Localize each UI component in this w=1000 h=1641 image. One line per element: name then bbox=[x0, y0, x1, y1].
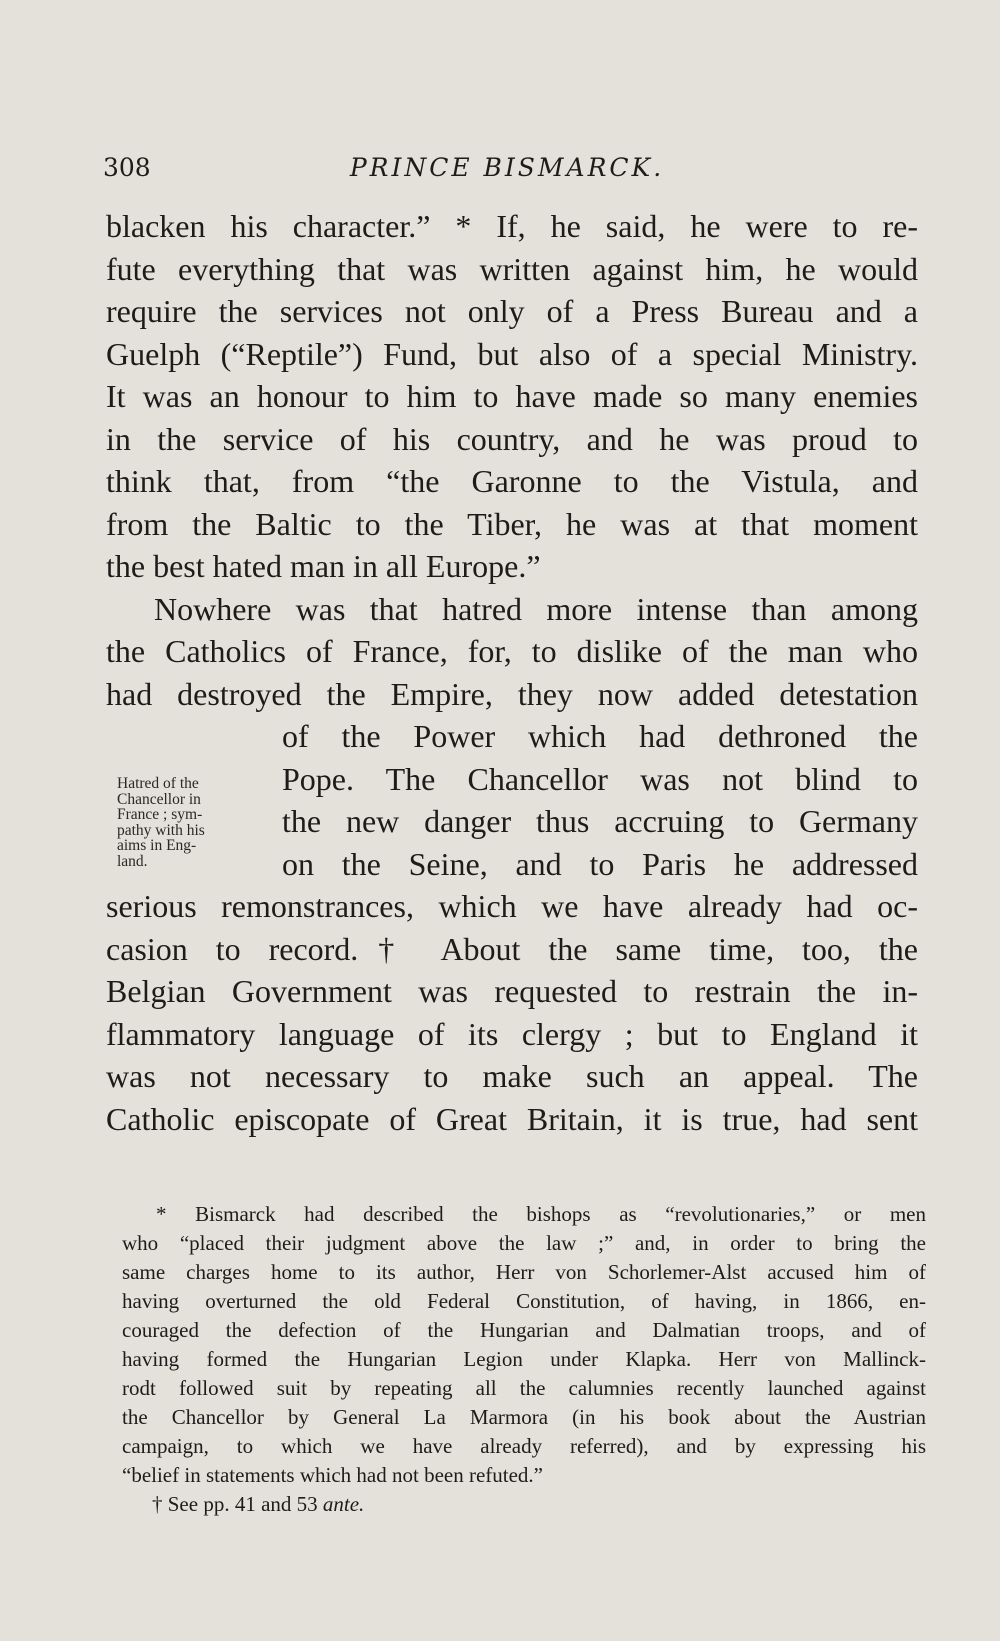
body-line: Pope. The Chancellor was not blind to bbox=[282, 760, 918, 797]
running-title: PRINCE BISMARCK. bbox=[349, 153, 665, 182]
body-line: Guelph (“Reptile”) Fund, but also of a special Ministry. bbox=[106, 335, 918, 372]
body-line: Nowhere was that hatred more intense than among bbox=[154, 590, 918, 627]
body-line: It was an honour to him to have made so many enemies bbox=[106, 378, 918, 414]
page-header bbox=[103, 153, 911, 193]
body-line: in the service of his country, and he was proud to bbox=[106, 420, 918, 457]
body-line: on the Seine, and to Paris he addressed bbox=[282, 845, 918, 882]
marginal-note-line: Hatred of the bbox=[117, 775, 199, 792]
body-line: serious remonstrances, which we have already had oc- bbox=[106, 888, 918, 924]
body-line: Catholic episcopate of Great Britain, it is true, had sent bbox=[106, 1100, 918, 1137]
marginal-note-line: Chancellor in bbox=[117, 790, 201, 808]
body-line: require the services not only of a Press Bureau and a bbox=[106, 293, 918, 329]
footnote-dagger-italic: ante. bbox=[322, 1492, 365, 1516]
body-line: from the Baltic to the Tiber, he was at that moment bbox=[106, 505, 918, 542]
body-line: Belgian Government was requested to restrain the in- bbox=[106, 973, 918, 1009]
marginal-note-line: land. bbox=[117, 852, 148, 870]
body-line: flammatory language of its clergy ; but to England it bbox=[106, 1015, 918, 1052]
footnote-line: rodt followed suit by repeating all the calumnies recently launched against bbox=[122, 1376, 926, 1400]
marginal-note bbox=[117, 776, 257, 869]
body-text bbox=[106, 205, 918, 1140]
marginal-note-line: pathy with his bbox=[117, 821, 205, 839]
footnote-line: * Bismarck had described the bishops as “revolutionaries,” or men bbox=[156, 1202, 926, 1226]
body-line: blacken his character.” * If, he said, he were to re- bbox=[106, 208, 918, 244]
footnote-line: same charges home to its author, Herr von Schorlemer-Alst accused him of bbox=[122, 1260, 926, 1284]
body-line: casion to record.† About the same time, too, the bbox=[106, 930, 918, 967]
footnote-line: having formed the Hungarian Legion under Klapka. Herr von Mallinck- bbox=[122, 1347, 926, 1371]
footnote-line: couraged the defection of the Hungarian and Dalmatian troops, and of bbox=[122, 1318, 926, 1342]
footnote-line: who “placed their judgment above the law ;” and, in order to bring the bbox=[122, 1231, 926, 1255]
footnote-line: “belief in statements which had not been refuted.” bbox=[122, 1463, 544, 1487]
body-line: was not necessary to make such an appeal. The bbox=[106, 1058, 918, 1094]
body-line: the best hated man in all Europe.” bbox=[106, 548, 541, 584]
body-line: fute everything that was written against him, he would bbox=[106, 250, 918, 287]
body-line: think that, from “the Garonne to the Vistula, and bbox=[106, 463, 918, 499]
page-number: 308 bbox=[103, 153, 151, 182]
body-line: the Catholics of France, for, to dislike of the man who bbox=[106, 633, 918, 669]
footnote-dagger-text: † See pp. 41 and 53 bbox=[152, 1492, 323, 1516]
body-line: the new danger thus accruing to Germany bbox=[282, 803, 918, 839]
footnotes bbox=[122, 1200, 926, 1519]
marginal-note-line: France ; sym- bbox=[117, 806, 203, 823]
body-line: had destroyed the Empire, they now added detestation bbox=[106, 675, 918, 712]
footnote-line: the Chancellor by General La Marmora (in his book about the Austrian bbox=[122, 1405, 926, 1429]
body-line: of the Power which had dethroned the bbox=[282, 718, 918, 754]
marginal-note-line: aims in Eng- bbox=[117, 837, 197, 854]
footnote-line: having overturned the old Federal Constitution, of having, in 1866, en- bbox=[122, 1289, 926, 1313]
footnote-dagger bbox=[122, 1490, 926, 1519]
footnote-line: campaign, to which we have already referred), and by expressing his bbox=[122, 1434, 926, 1458]
